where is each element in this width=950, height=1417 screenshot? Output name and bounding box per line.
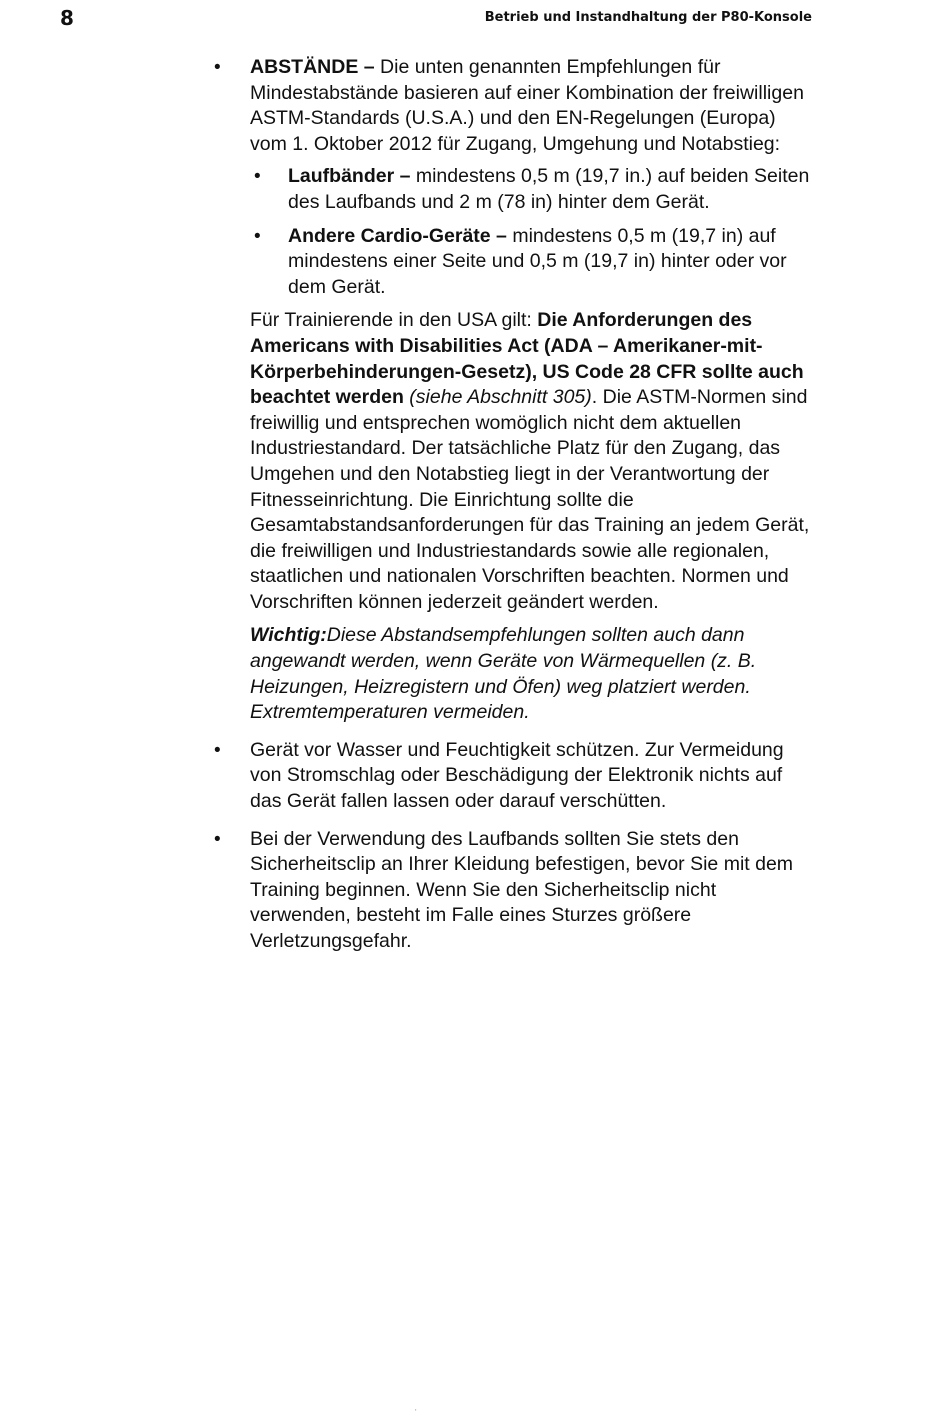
running-header: Betrieb und Instandhaltung der P80-Konsole [484,10,812,25]
list-item-treadmills [254,164,815,215]
other-cardio-text: mindestens 0,5 m (19,7 in) auf mindestens einer Seite und 0,5 m (19,7 in) hinter oder vor dem Gerät. [288,224,787,298]
important-note [250,623,815,725]
treadmills-text: mindestens 0,5 m (19,7 in.) auf beiden Seiten des Laufbands und 2 m (78 in) hinter dem Gerät. [288,165,810,213]
bullet-marker: • [214,57,221,78]
ada-paragraph [250,308,815,615]
safety-clip-text: Bei der Verwendung des Laufbands sollten Sie stets den Sicherheitsclip an Ihrer Kleidung befestigen, bevor Sie mit dem Training beginnen. Wenn Sie den Sicherheitsclip nicht verwenden, besteht im Falle eines Sturzes größere Verletzungsgefahr. [250,827,794,952]
ada-intro: Für Trainierende in den USA gilt: [250,309,538,332]
important-text: Diese Abstandsempfehlungen sollten auch dann angewandt werden, wenn Geräte von Wärmequellen (z. B. Heizungen, Heizregistern und Öfen) weg platziert werden. Extremtemperaturen vermeiden. [250,624,757,724]
ada-rest: . Die ASTM-Normen sind freiwillig und entsprechen womöglich nicht dem aktuellen Industriestandard. Der tatsächliche Platz für den Zugang, das Umgehen und den Notabstieg liegt in der Verantwortung der Fitnesseinrichtung. Die Einrichtung sollte die Gesamtabstandsanforderungen für das Training an jedem Gerät, die freiwilligen und Industriestandards sowie alle regionalen, staatlichen und nationalen Vorschriften beachten. Normen und Vorschriften können jederzeit geändert werden. [250,386,810,613]
clearances-text: Die unten genannten Empfehlungen für Mindestabstände basieren auf einer Kombination der freiwilligen ASTM-Standards (U.S.A.) und den EN-Regelungen (Europa) vom 1. Oktober 2012 für Zugang, Umgehung und Notabstieg: [250,56,804,155]
page-number: 8 [60,6,74,30]
bullet-marker: • [214,739,221,761]
bullet-marker: • [214,828,221,850]
bullet-marker: • [254,166,261,188]
list-item-clearances [214,55,815,726]
important-label: Wichtig: [250,624,327,647]
clearances-intro [250,55,815,157]
bullet-marker: • [254,225,261,247]
document-body [214,55,815,967]
list-item-moisture [214,738,815,815]
footer-mark: ' [415,1408,417,1417]
ada-requirement: Die Anforderungen des Americans with Disabilities Act (ADA – Amerikaner-mit-Körperbehinderungen-Gesetz), US Code 28 CFR sollte auch beachtet werden [250,309,804,409]
list-item-other-cardio [254,224,815,301]
other-cardio-lead: Andere Cardio-Geräte – [288,224,513,247]
list-item-safety-clip [214,827,815,955]
clearances-sub-list [250,164,815,300]
treadmills-lead: Laufbänder – [288,165,416,188]
moisture-text: Gerät vor Wasser und Feuchtigkeit schützen. Zur Vermeidung von Stromschlag oder Beschädigung der Elektronik nichts auf das Gerät fallen lassen oder darauf verschütten. [250,738,784,813]
section-reference: (siehe Abschnitt 305) [403,386,592,409]
clearances-lead: ABSTÄNDE – [250,56,381,78]
